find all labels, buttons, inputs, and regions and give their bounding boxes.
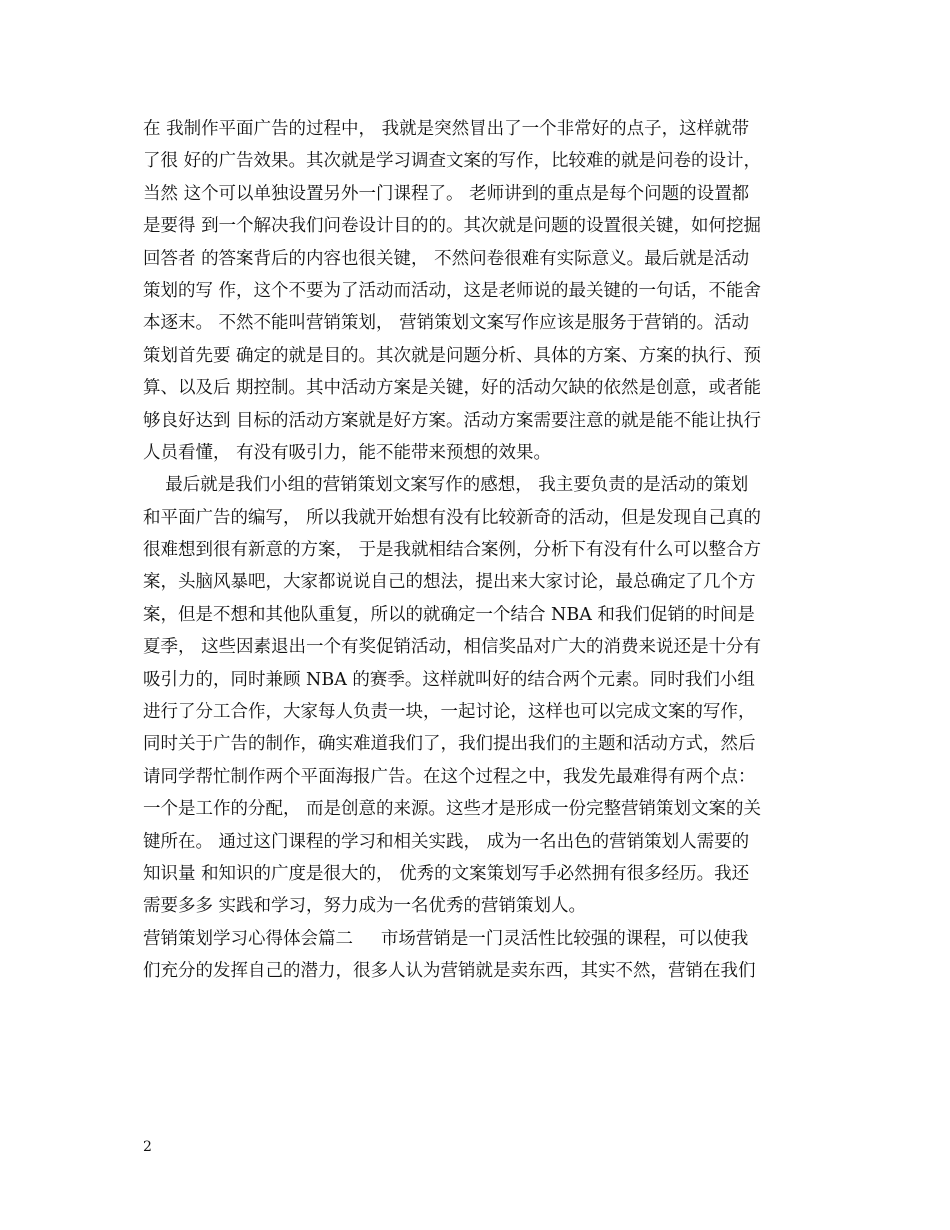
text-line: 知识量 和知识的广度是很大的， 优秀的文案策划写手必然拥有很多经历。我还 [143,863,750,884]
page-number: 2 [143,1139,152,1155]
document-body [143,113,813,988]
text-line: 同时关于广告的制作，确实难道我们了，我们提出我们的主题和活动方式，然后 [143,734,756,755]
text-line: 策划的写 作，这个不要为了活动而活动，这是老师说的最关键的一句话，不能舍 [143,280,762,301]
text-line: 回答者 的答案背后的内容也很关键， 不然问卷很难有实际意义。最后就是活动 [143,248,750,269]
text-line: 吸引力的，同时兼顾 NBA 的赛季。这样就叫好的结合两个元素。同时我们小组 [143,669,755,690]
text-line: 很难想到很有新意的方案， 于是我就相结合案例，分析下有没有什么可以整合方 [143,540,762,561]
section-heading-line: 营销策划学习心得体会篇二 市场营销是一门灵活性比较强的课程，可以使我 [143,928,749,949]
text-line: 需要多多 实践和学习，努力成为一名优秀的营销策划人。 [143,896,587,917]
text-line: 人员看懂， 有没有吸引力，能不能带来预想的效果。 [143,442,552,463]
text-line: 进行了分工合作，大家每人负责一块，一起讨论，这样也可以完成文案的写作， [143,702,756,723]
text-line: 策划首先要 确定的就是目的。其次就是问题分析、具体的方案、方案的执行、预 [143,345,762,366]
text-line: 算、以及后 期控制。其中活动方案是关键，好的活动欠缺的依然是创意，或者能 [143,378,762,399]
text-line: 夏季， 这些因素退出一个有奖促销活动，相信奖品对广大的消费来说还是十分有 [143,637,762,658]
text-line: 案，但是不想和其他队重复，所以的就确定一个结合 NBA 和我们促销的时间是 [143,604,755,625]
text-line: 们充分的发挥自己的潜力，很多人认为营销就是卖东西，其实不然，营销在我们 [143,961,756,982]
text-line: 和平面广告的编写， 所以我就开始想有没有比较新奇的活动，但是发现自己真的 [143,507,762,528]
text-line: 一个是工作的分配， 而是创意的来源。这些才是形成一份完整营销策划文案的关 [143,799,762,820]
text-line: 在 我制作平面广告的过程中， 我就是突然冒出了一个非常好的点子，这样就带 [143,119,750,139]
text-line: 请同学帮忙制作两个平面海报广告。在这个过程之中，我发先最难得有两个点： [143,766,756,787]
text-line: 当然 这个可以单独设置另外一门课程了。 老师讲到的重点是每个问题的设置都 [143,183,750,204]
text-line: 了很 好的广告效果。其次就是学习调查文案的写作，比较难的就是问卷的设计， [143,151,762,172]
text-line: 键所在。 通过这门课程的学习和相关实践， 成为一名出色的营销策划人需要的 [143,831,750,852]
paragraph-start-line: 最后就是我们小组的营销策划文案写作的感想， 我主要负责的是活动的策划 [143,475,749,496]
text-line: 案，头脑风暴吧，大家都说说自己的想法，提出来大家讨论，最总确定了几个方 [143,572,756,593]
text-line: 够良好达到 目标的活动方案就是好方案。活动方案需要注意的就是能不能让执行 [143,410,762,431]
text-line: 是要得 到一个解决我们问卷设计目的的。其次就是问题的设置很关键，如何挖掘 [143,216,762,237]
text-line: 本逐末。 不然不能叫营销策划， 营销策划文案写作应该是服务于营销的。活动 [143,313,750,334]
